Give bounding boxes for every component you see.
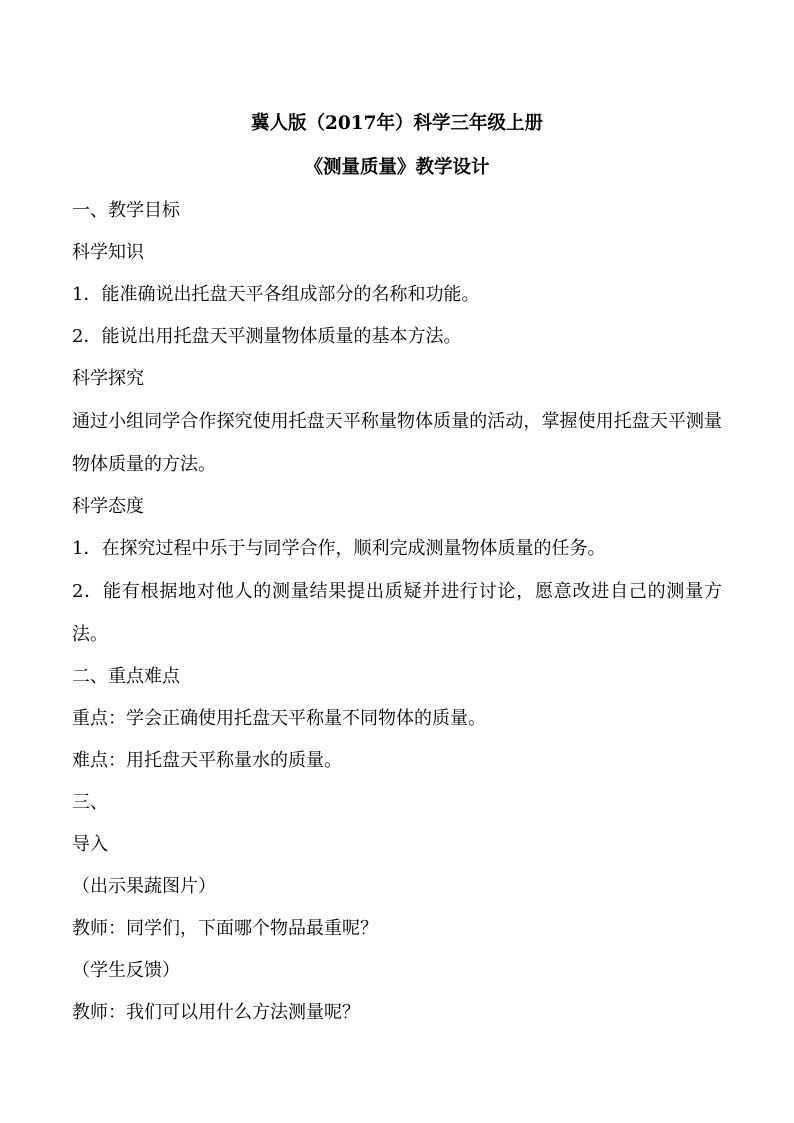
subheading-inquiry: 科学探究 xyxy=(72,368,144,389)
subheading-introduction: 导入 xyxy=(72,834,108,855)
document-title-line-2: 《测量质量》教学设计 xyxy=(304,157,490,178)
attitude-item-2: 2．能有根据地对他人的测量结果提出质疑并进行讨论，愿意改进自己的测量方法。 xyxy=(72,581,722,645)
teacher-line-2: 教师：我们可以用什么方法测量呢？ xyxy=(72,1002,360,1023)
attitude-item-1: 1．在探究过程中乐于与同学合作，顺利完成测量物体质量的任务。 xyxy=(72,538,606,559)
stage-direction-show-pictures: （出示果蔬图片） xyxy=(72,876,216,897)
knowledge-item-1: 1．能准确说出托盘天平各组成部分的名称和功能。 xyxy=(72,284,480,305)
difficult-point: 难点：用托盘天平称量水的质量。 xyxy=(72,750,342,771)
section-heading-key-points: 二、重点难点 xyxy=(72,666,180,687)
subheading-knowledge: 科学知识 xyxy=(72,242,144,263)
section-heading-3: 三、 xyxy=(72,792,108,813)
key-point: 重点：学会正确使用托盘天平称量不同物体的质量。 xyxy=(72,708,486,729)
teacher-line-1: 教师：同学们，下面哪个物品最重呢？ xyxy=(72,918,378,939)
inquiry-paragraph: 通过小组同学合作探究使用托盘天平称量物体质量的活动，掌握使用托盘天平测量物体质量的方法。 xyxy=(72,411,722,475)
stage-direction-student-feedback: （学生反馈） xyxy=(72,960,180,981)
subheading-attitude: 科学态度 xyxy=(72,496,144,517)
knowledge-item-2: 2．能说出用托盘天平测量物体质量的基本方法。 xyxy=(72,326,462,347)
document-title-line-1: 冀人版（2017年）科学三年级上册 xyxy=(251,113,543,134)
section-heading-objectives: 一、教学目标 xyxy=(72,200,180,221)
